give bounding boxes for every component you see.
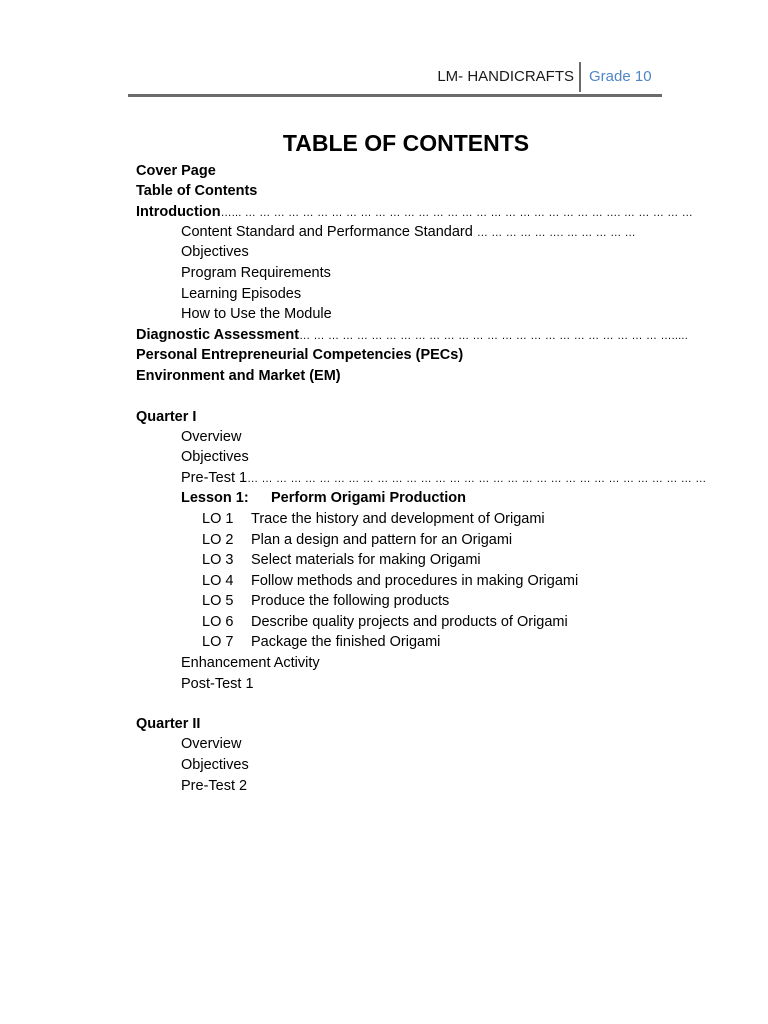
toc-q1-pretest-label: Pre-Test 1: [181, 470, 248, 486]
toc-lesson-1-label: Lesson 1:: [181, 490, 249, 506]
toc-lo-item[interactable]: [202, 633, 441, 651]
toc-how-to-use[interactable]: How to Use the Module: [181, 306, 332, 322]
toc-enhancement-activity[interactable]: Enhancement Activity: [181, 655, 320, 671]
toc-pecs[interactable]: Personal Entrepreneurial Competencies (PECs): [136, 347, 464, 363]
lo-text: Produce the following products: [251, 593, 450, 609]
toc-lesson-1[interactable]: [181, 489, 466, 507]
toc-q1-overview[interactable]: Overview: [181, 429, 242, 445]
toc-q2-overview[interactable]: Overview: [181, 736, 242, 752]
toc-objectives[interactable]: Objectives: [181, 244, 249, 260]
toc-quarter-2[interactable]: Quarter II: [136, 716, 201, 732]
toc-content-standard[interactable]: [181, 223, 636, 242]
toc-diagnostic-assessment[interactable]: [136, 326, 688, 345]
toc-lo-item[interactable]: [202, 592, 450, 610]
toc-lo-item[interactable]: [202, 551, 481, 569]
lo-text: Package the finished Origami: [251, 634, 441, 650]
grade-label: Grade 10: [589, 68, 652, 85]
toc-q2-objectives[interactable]: Objectives: [181, 757, 249, 773]
lo-code: LO 7: [202, 634, 234, 650]
toc-q1-posttest[interactable]: Post-Test 1: [181, 676, 254, 692]
toc-learning-episodes[interactable]: Learning Episodes: [181, 286, 302, 302]
lo-text: Plan a design and pattern for an Origami: [251, 532, 513, 548]
toc-lo-item[interactable]: [202, 613, 568, 631]
toc-table-of-contents[interactable]: Table of Contents: [136, 183, 258, 199]
dot-leader: … … … … … …. … … … … …: [476, 227, 636, 239]
toc-lo-item[interactable]: [202, 510, 545, 528]
toc-introduction[interactable]: [136, 203, 693, 222]
toc-cover-page[interactable]: Cover Page: [136, 163, 216, 179]
toc-quarter-1[interactable]: Quarter I: [136, 409, 197, 425]
lo-text: Select materials for making Origami: [251, 552, 481, 568]
toc-program-requirements[interactable]: Program Requirements: [181, 265, 331, 281]
lo-text: Follow methods and procedures in making Origami: [251, 573, 579, 589]
toc-introduction-label: Introduction: [136, 204, 221, 220]
module-name: LM- HANDICRAFTS: [437, 68, 574, 85]
dot-leader: … … … … … … … … … … … … … … … … … … … … … … … … … … … … … … … …: [247, 473, 707, 485]
toc-content-standard-label: Content Standard and Performance Standard: [181, 224, 473, 240]
dot-leader: …... … … … … … … … … … … … … … … … … … … … … … … … … … …. … … … … …: [220, 207, 693, 219]
lo-text: Trace the history and development of Origami: [251, 511, 545, 527]
page-title: TABLE OF CONTENTS: [282, 130, 530, 156]
lo-code: LO 3: [202, 552, 234, 568]
lo-code: LO 4: [202, 573, 234, 589]
dot-leader: … … … … … … … … … … … … … … … … … … … … … … … … … ….....: [299, 330, 688, 342]
toc-lo-item[interactable]: [202, 531, 513, 549]
toc-q2-pretest[interactable]: Pre-Test 2: [181, 778, 248, 794]
page-header: [128, 62, 662, 97]
lo-code: LO 5: [202, 593, 234, 609]
lo-text: Describe quality projects and products of Origami: [251, 614, 568, 630]
toc-q1-objectives[interactable]: Objectives: [181, 449, 249, 465]
header-divider: [579, 62, 581, 92]
toc-q1-pretest[interactable]: [181, 469, 706, 488]
lo-code: LO 1: [202, 511, 234, 527]
lo-code: LO 6: [202, 614, 234, 630]
lo-code: LO 2: [202, 532, 234, 548]
toc-diagnostic-label: Diagnostic Assessment: [136, 327, 300, 343]
toc-lo-item[interactable]: [202, 572, 579, 590]
toc-lesson-1-title: Perform Origami Production: [271, 490, 466, 506]
toc-environment-market[interactable]: Environment and Market (EM): [136, 368, 341, 384]
